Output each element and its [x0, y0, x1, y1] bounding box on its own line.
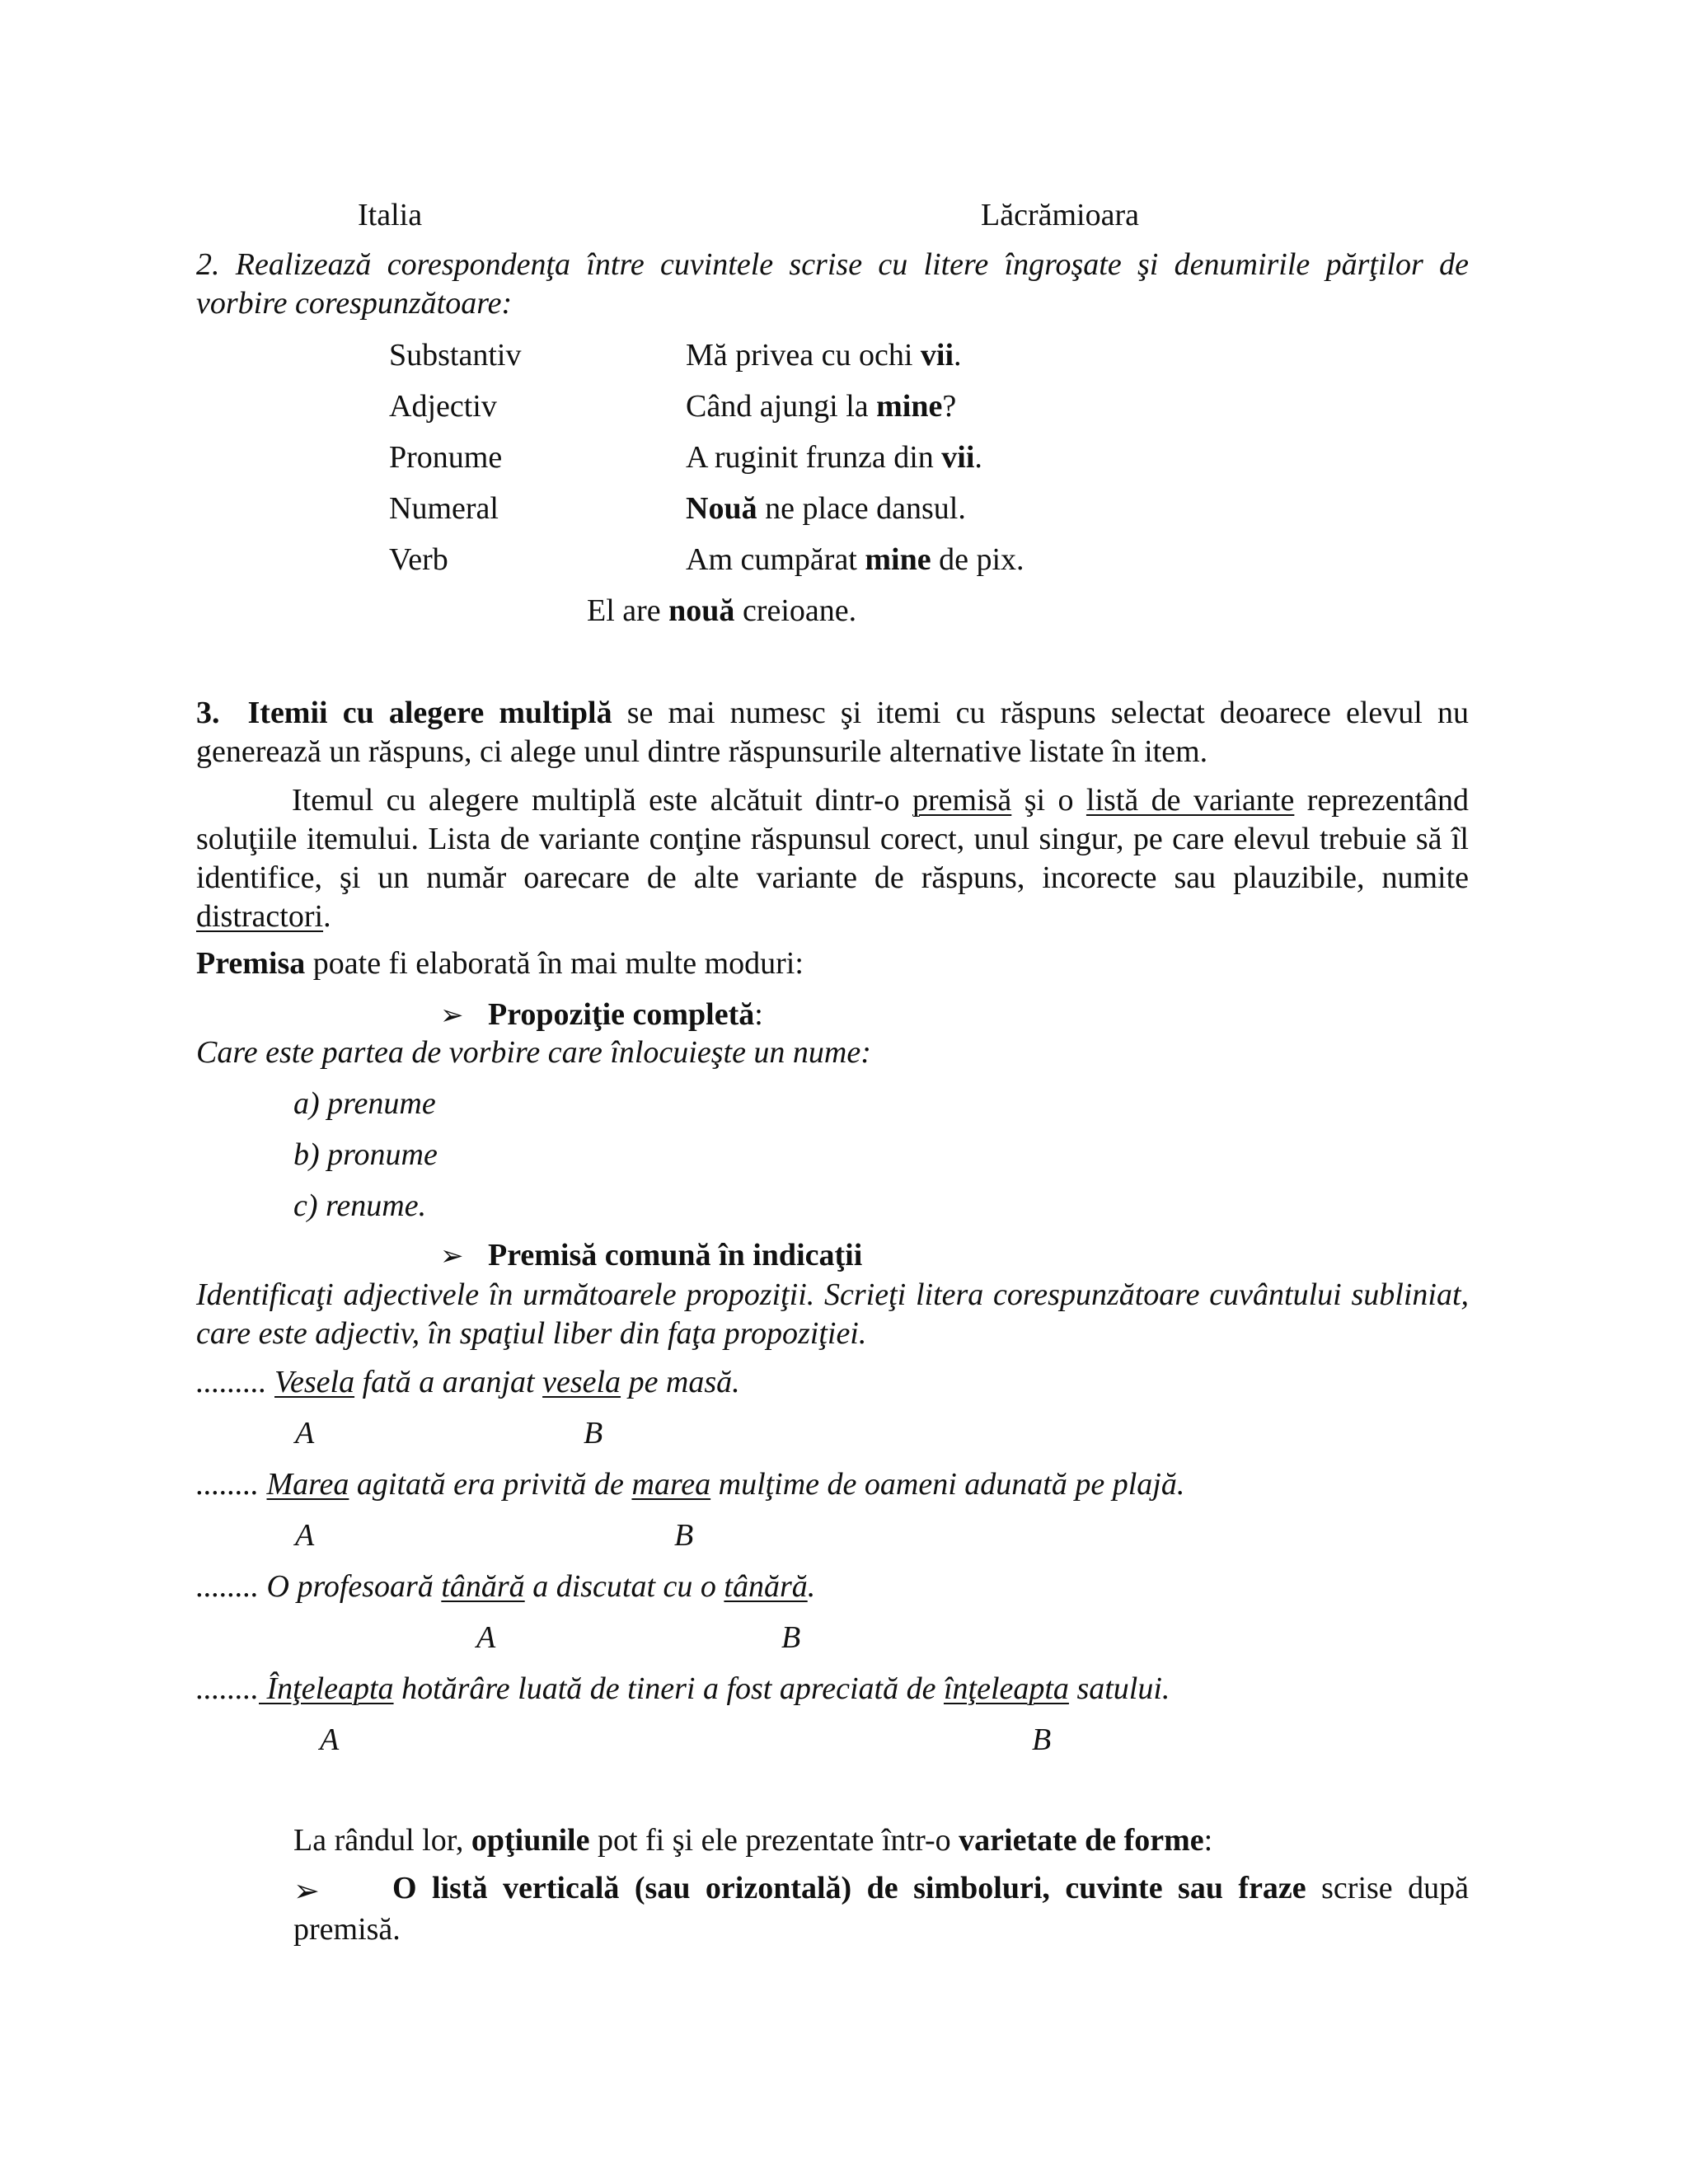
option-label-a: A	[295, 1416, 315, 1451]
matching-sentence: Nouă ne place dansul.	[686, 491, 966, 526]
exercise-sentence: ........ Înţeleapta hotărâre luată de tineri a fost apreciată de înţeleapta satului.	[196, 1671, 1170, 1706]
exercise-2-title: 2. Realizează corespondenţa între cuvintele scrise cu litere îngroşate şi denumirile părţilor de vorbire corespunzătoare:	[196, 247, 1469, 321]
part-of-speech-item: Verb	[389, 542, 448, 577]
option-label-b: B	[584, 1416, 603, 1451]
answer-option: c) renume.	[293, 1188, 427, 1223]
arrow-bullet-icon: ➢	[440, 1240, 464, 1272]
section-3-intro: 3. Itemii cu alegere multiplă se mai numesc şi itemi cu răspuns selectat deoarece elevul nu generează un răspuns, ci alege unul dintre răspunsurile alternative listate în item.	[196, 696, 1469, 769]
matching-sentence: Am cumpărat mine de pix.	[686, 542, 1025, 577]
exercise-sentence: ........ O profesoară tânără a discutat cu o tânără.	[196, 1569, 816, 1604]
section-heading: Itemii cu alegere multiplă	[247, 696, 612, 730]
premise-intro: Premisa poate fi elaborată în mai multe moduri:	[196, 946, 804, 981]
part-of-speech-item: Adjectiv	[389, 389, 497, 424]
bullet-complete-sentence: ➢ Propoziţie completă:	[440, 997, 763, 1032]
exercise-sentence: ........ Marea agitată era privită de marea mulţime de oameni adunată pe plajă.	[196, 1467, 1185, 1502]
options-intro: La rândul lor, opţiunile pot fi şi ele prezentate într-o varietate de forme:	[293, 1823, 1213, 1858]
matching-sentence: A ruginit frunza din vii.	[686, 440, 982, 475]
answer-option: a) prenume	[293, 1086, 436, 1121]
arrow-bullet-icon: ➢	[440, 999, 464, 1032]
bullet-vertical-list: O listă verticală (sau orizontală) de simboluri, cuvinte sau fraze scrise după	[392, 1871, 1469, 1905]
multiple-choice-definition: Itemul cu alegere multiplă este alcătuit dintr-o premisă şi o listă de variante reprezentând soluţiile itemului. Lista de variante conţine răspunsul corect, unul singur, pe care elevul trebuie să îl identifice, şi un număr oarecare de alte variante de răspuns, incorecte sau plauzibile, numite distractori.	[196, 783, 1469, 934]
option-label-b: B	[674, 1518, 694, 1553]
arrow-bullet-icon: ➢	[293, 1874, 320, 1909]
part-of-speech-item: Substantiv	[389, 338, 522, 373]
bullet-vertical-list-continued: premisă.	[293, 1912, 401, 1947]
option-label-a: A	[295, 1518, 315, 1553]
exercise-sentence: ......... Vesela fată a aranjat vesela pe masă.	[196, 1365, 740, 1399]
option-label-b: B	[781, 1620, 801, 1655]
answer-option: b) pronume	[293, 1137, 438, 1172]
top-word-right: Lăcrămioara	[981, 198, 1139, 232]
part-of-speech-item: Pronume	[389, 440, 503, 475]
option-label-a: A	[320, 1722, 340, 1757]
matching-sentence: El are nouă creioane.	[587, 593, 857, 628]
matching-sentence: Când ajungi la mine?	[686, 389, 957, 424]
bullet-common-premise: ➢ Premisă comună în indicaţii	[440, 1238, 863, 1272]
part-of-speech-item: Numeral	[389, 491, 499, 526]
section-number: 3.	[196, 696, 220, 730]
example-question: Care este partea de vorbire care înlocuieşte un nume:	[196, 1035, 871, 1070]
top-word-left: Italia	[358, 198, 423, 232]
option-label-b: B	[1032, 1722, 1052, 1757]
exercise-instruction: Identificaţi adjectivele în următoarele propoziţii. Scrieţi litera corespunzătoare cuvântului subliniat, care este adjectiv, în spaţiul liber din faţa propoziţiei.	[196, 1277, 1469, 1351]
matching-sentence: Mă privea cu ochi vii.	[686, 338, 962, 373]
option-label-a: A	[476, 1620, 496, 1655]
